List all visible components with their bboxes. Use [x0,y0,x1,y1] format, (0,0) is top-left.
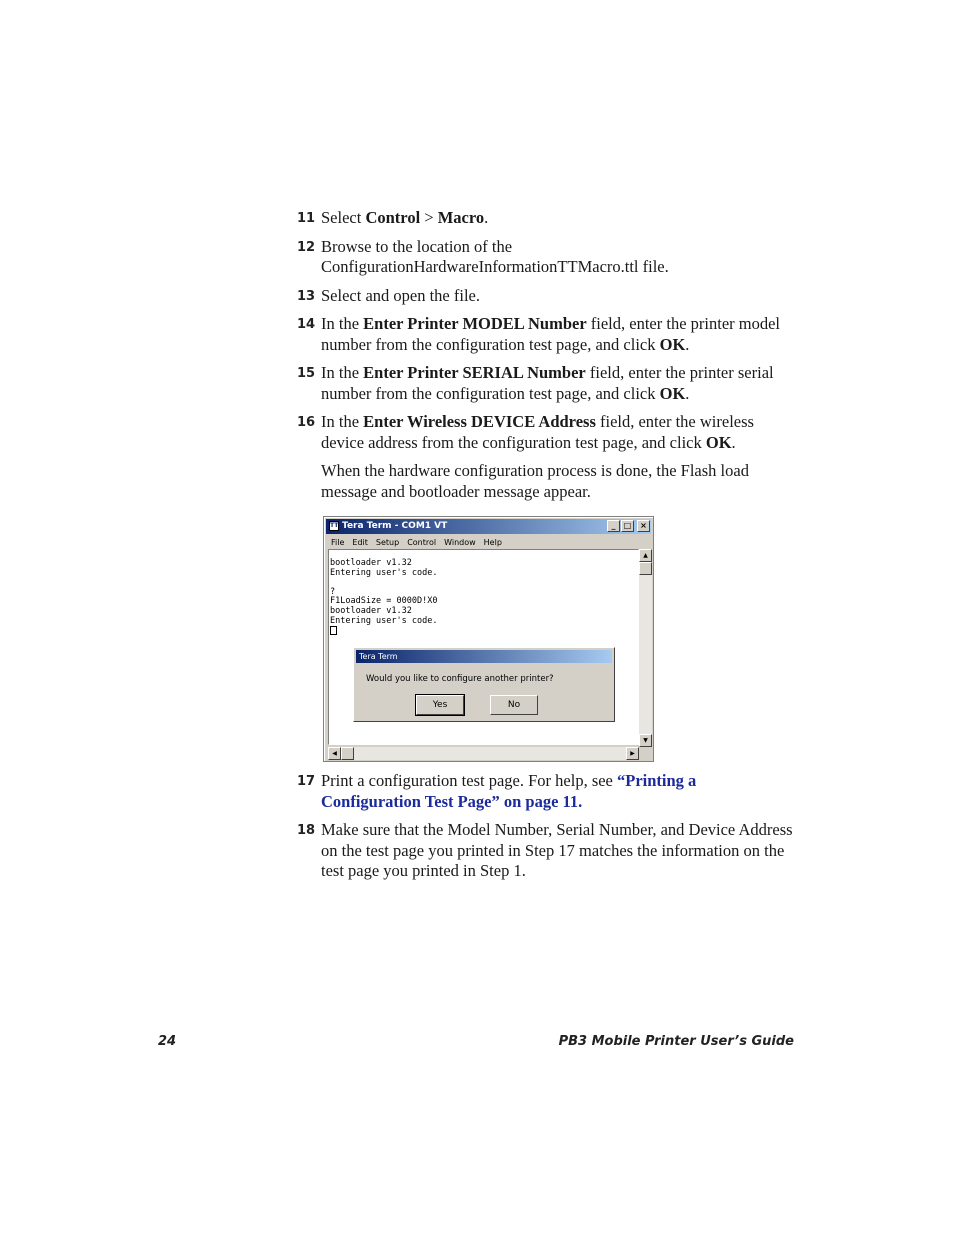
configure-another-dialog [353,647,615,722]
scroll-down-icon[interactable]: ▼ [639,734,652,747]
menu-macro-ref: Macro [437,208,485,227]
terminal-cursor [330,626,337,635]
step-number: 15 [297,366,316,381]
terminal-line: bootloader v1.32 [330,605,412,616]
menu-window[interactable]: Window [444,538,476,547]
step-text: Select and open the file. [321,285,480,305]
scroll-right-icon[interactable]: ▶ [626,747,639,760]
step-text: Print a configuration test page. For help, see [321,771,618,790]
step-18 [297,820,797,882]
menu-control-ref: Control [365,208,421,227]
menu-file[interactable]: File [331,538,345,547]
step-16-note: When the hardware configuration process is done, the Flash load message and bootloader message appear. [321,461,749,501]
terminal-line: F1LoadSize = 0000D!X0 [330,596,438,607]
period: . [685,334,690,354]
step-text: Select [321,208,366,227]
step-number: 13 [297,288,316,304]
step-text: field, enter the wireless device address from the configuration test page, and click [321,412,754,452]
scroll-up-icon[interactable]: ▲ [639,549,652,562]
step-text: In the [321,314,364,333]
step-text: In the [321,412,364,431]
window-title: Tera Term - COM1 VT [342,521,448,531]
field-name: Enter Printer MODEL Number [363,314,587,333]
step-number: 14 [297,317,316,332]
maximize-button[interactable]: □ [621,520,634,532]
window-titlebar [326,519,651,534]
horizontal-scrollbar[interactable] [328,747,639,760]
yes-button[interactable]: Yes [416,695,464,715]
tera-term-screenshot [323,516,654,762]
terminal-line: Entering user's code. [330,615,438,626]
dialog-title: Tera Term [356,650,612,663]
step-17 [297,771,797,812]
cross-reference-link[interactable]: “Printing a Configuration Test Page” on page 11. [321,771,697,811]
field-name: Enter Wireless DEVICE Address [363,412,596,431]
terminal-cursor-line [330,626,437,638]
menu-help[interactable]: Help [483,538,502,547]
page-number: 24 [158,1034,177,1049]
step-15 [297,363,797,404]
step-text: field, enter the printer model number from the configuration test page, and click [321,314,780,354]
vertical-scroll-thumb[interactable] [639,562,652,575]
period: . [484,208,489,227]
menu-control[interactable]: Control [407,538,437,547]
step-number: 18 [297,823,316,838]
ok-ref: OK [659,334,686,354]
vertical-scrollbar[interactable] [639,549,652,747]
step-number: 16 [297,415,316,430]
step-text: Make sure that the Model Number, Serial Number, and Device Address on the test page you printed in Step 17 matches the information on the test page you printed in Step 1. [321,820,793,880]
minimize-button[interactable]: _ [607,520,620,532]
horizontal-scroll-thumb[interactable] [341,747,354,760]
menu-bar [328,536,507,549]
terminal-line: Entering user's code. [330,567,438,578]
no-button[interactable]: No [490,695,538,715]
period: . [731,432,736,452]
step-14 [297,314,797,355]
instruction-steps [297,208,797,502]
dialog-message: Would you like to configure another printer? [366,674,554,684]
step-16 [297,412,797,453]
guide-title: PB3 Mobile Printer User’s Guide [558,1034,794,1049]
tera-term-app-icon: TT [330,522,339,529]
menu-setup[interactable]: Setup [375,538,400,547]
step-text: field, enter the printer serial number from the configuration test page, and click [321,363,774,403]
terminal-line: bootloader v1.32 [330,558,412,568]
terminal-output [330,559,437,638]
separator: > [420,208,438,227]
step-text: In the [321,363,364,382]
step-number: 12 [297,239,316,255]
scroll-left-icon[interactable]: ◀ [328,747,341,760]
step-text-line-2: ConfigurationHardwareInformationTTMacro.ttl file. [321,257,669,276]
terminal-line [330,578,437,588]
step-12 [297,237,797,278]
ok-ref: OK [659,383,686,403]
step-text-line-1: Browse to the location of the [321,236,513,256]
menu-edit[interactable]: Edit [352,538,368,547]
instruction-steps-continued [297,771,797,882]
ok-ref: OK [705,432,732,452]
field-name: Enter Printer SERIAL Number [363,363,586,382]
period: . [685,383,690,403]
step-13 [297,286,797,307]
close-button[interactable]: × [637,520,650,532]
terminal-line: ? [330,586,336,597]
window-controls [607,520,650,532]
step-number: 11 [297,211,316,226]
step-number: 17 [297,774,316,789]
step-11 [297,208,797,229]
